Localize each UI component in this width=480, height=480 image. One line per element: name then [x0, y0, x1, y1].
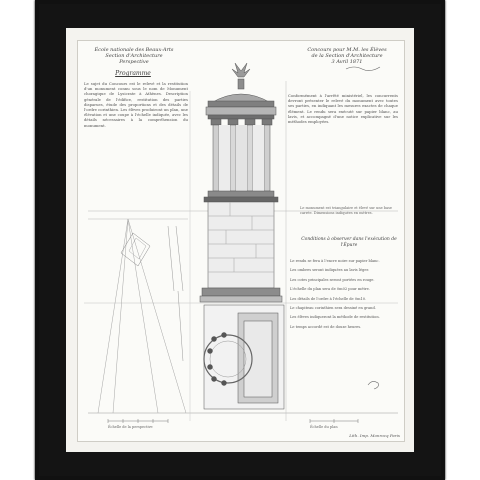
list-item: Les cotes principales seront portées en rouge. — [290, 277, 375, 282]
capital — [228, 119, 238, 125]
capital — [245, 119, 255, 125]
perspective-line — [128, 219, 158, 413]
scale-label-right: Échelle du plan — [310, 425, 338, 429]
list-item: Le temps accordé est de douze heures. — [290, 324, 362, 329]
right-list-title: Conditions à observer dans l'exécution de l'Épure — [301, 237, 397, 248]
column — [247, 125, 253, 191]
rotated-square — [121, 233, 150, 266]
right-header-line2: de la Section d'Architecture — [311, 53, 383, 59]
column — [230, 125, 236, 191]
column — [264, 125, 270, 191]
plinth — [202, 288, 280, 296]
plan-column — [212, 377, 217, 382]
scale-label-left: Échelle de la perspective — [108, 425, 153, 429]
measure-line — [176, 226, 183, 291]
finial — [232, 63, 250, 77]
plan-square-inner — [244, 321, 272, 397]
list-item: Les détails de l'ordre à l'échelle de 0m10. — [290, 296, 367, 301]
capital — [262, 119, 272, 125]
column-base — [208, 191, 274, 197]
capital — [211, 119, 221, 125]
scale-bars — [108, 419, 358, 423]
list-item: Les élèves indiqueront la méthode de restitution. — [290, 315, 380, 320]
perspective-line — [98, 219, 128, 413]
left-title: Programme — [115, 70, 151, 77]
left-header-line2: Section d'Architecture — [105, 53, 163, 59]
perspective-line — [128, 219, 186, 413]
plan-column — [212, 337, 217, 342]
note-small: Le monument est triangulaire et élevé sur une base carrée. Dimensions indiquées en mètres. — [300, 206, 392, 215]
plan-column — [222, 381, 227, 386]
left-header-line1: École nationale des Beaux-Arts — [94, 47, 174, 53]
pedestal — [208, 202, 274, 288]
list-item: Le rendu se fera à l'encre noire sur papier blanc. — [290, 259, 380, 263]
ornament-flourish — [368, 381, 379, 389]
signature-flourish — [346, 67, 380, 71]
architrave — [208, 115, 274, 119]
roof-edge — [208, 101, 274, 107]
left-paragraph: Le sujet du Concours est le relevé et la restitution d'un monument connu sous le nom de Monument choragique de Lysicrate à Athènes. Description générale de l'édifice, restitution des parties disparues, étude des proportions et des détails de l'ordre corinthien. Les élèves produiront un plan, une élévation et une coupe à l'échelle indiquée, avec les détails nécessaires à la compréhension du monument. — [84, 81, 188, 128]
measure-line — [168, 226, 174, 291]
signature: Lith. Imp. Monrocq Paris — [349, 433, 400, 438]
right-header-line1: Concours pour M.M. les Élèves — [307, 47, 387, 53]
plan-column — [222, 333, 227, 338]
finial-stem — [238, 79, 244, 89]
right-paragraph: Conformément à l'arrêté ministériel, les concurrents devront présenter le relevé du monument avec toutes ses parties, en indiquant les mesures exactes de chaque élément. Le rendu sera exécuté sur papier blanc, au lavis, et accompagné d'une notice explicative sur les méthodes employées. — [288, 93, 398, 125]
wall-panel — [236, 125, 247, 191]
right-header-line3: 3 Avril 1871 — [331, 59, 363, 65]
wall-panel — [219, 125, 230, 191]
plinth-base — [200, 296, 282, 302]
plan-column — [208, 349, 213, 354]
measure-line — [178, 291, 183, 361]
architectural-print — [77, 40, 405, 442]
column — [213, 125, 219, 191]
list-item: L'échelle du plan sera de 0m02 pour mètre. — [290, 287, 370, 292]
monument-drawing — [78, 41, 404, 441]
cornice — [204, 197, 278, 202]
plan-column — [208, 365, 213, 370]
list-item: Les ombres seront indiquées au lavis léger. — [290, 268, 369, 273]
perspective-line — [113, 219, 128, 413]
wall-panel — [253, 125, 264, 191]
left-header-line3: Perspective — [119, 59, 149, 65]
list-item: Le chapiteau corinthien sera dessiné en grand. — [290, 306, 376, 311]
frieze — [206, 107, 276, 115]
monument — [200, 63, 284, 409]
